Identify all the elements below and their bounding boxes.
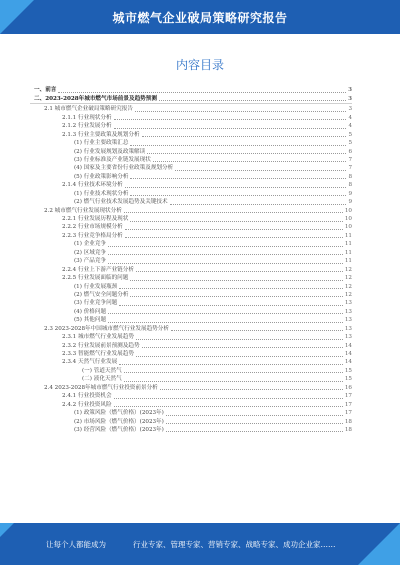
toc-entry-page: 13: [344, 300, 352, 307]
toc-leader-dots: [142, 346, 343, 348]
toc-entry-label: (3) 经营风险（燃气价格）(2023年): [74, 426, 164, 433]
toc-entry-label: 2.3.2 行业发展前景预测及趋势: [62, 342, 140, 349]
toc-entry-page: 13: [344, 317, 352, 324]
toc-entry-page: 11: [344, 249, 352, 256]
toc-entry-page: 3: [348, 95, 352, 102]
toc-entry-label: (3) 行业竞争问题: [74, 300, 118, 307]
footer-roles: 行业专家、管理专家、营销专家、战略专家、成功企业家……: [133, 540, 336, 549]
toc-entry[interactable]: [30, 130, 352, 138]
toc-entry[interactable]: [30, 94, 352, 102]
toc-entry-page: 9: [348, 199, 352, 206]
toc-entry-page: 18: [344, 426, 352, 433]
toc-leader-dots: [147, 152, 346, 154]
toc-entry-label: 2.2.1 行业发展历程及现状: [62, 216, 129, 222]
toc-entry[interactable]: [30, 86, 352, 94]
toc-entry-page: 10: [344, 224, 352, 231]
toc-entry-label: 2.2 城市燃气行业发展现状分析: [44, 207, 122, 214]
toc-entry[interactable]: [30, 350, 352, 358]
toc-entry[interactable]: [30, 409, 352, 417]
toc-entry-page: 14: [344, 351, 352, 357]
toc-entry-page: 17: [344, 393, 352, 400]
toc-entry-page: 7: [348, 165, 352, 172]
toc-entry[interactable]: [30, 113, 352, 121]
toc-entry-page: 5: [348, 131, 352, 138]
toc-entry[interactable]: [30, 392, 352, 400]
toc-entry-page: 12: [344, 275, 352, 282]
toc-entry[interactable]: [30, 122, 352, 130]
toc-entry[interactable]: [30, 375, 352, 383]
toc-leader-dots: [130, 295, 342, 297]
toc-entry[interactable]: [30, 105, 352, 113]
toc-entry-label: 2.1.4 行业技术环境分析: [62, 182, 123, 189]
toc-leader-dots: [160, 388, 343, 390]
toc-entry-page: 6: [348, 148, 352, 155]
toc-entry[interactable]: [30, 274, 352, 282]
toc-entry[interactable]: [30, 417, 352, 425]
toc-leader-dots: [170, 203, 347, 205]
toc-leader-dots: [108, 321, 343, 323]
toc-entry-page: 10: [344, 216, 352, 222]
toc-entry-label: (3) 行业标准及产业链发展现状: [74, 156, 151, 163]
report-title: 城市燃气企业破局策略研究报告: [112, 11, 288, 25]
toc-entry[interactable]: [30, 291, 352, 299]
toc-entry-page: 3: [348, 106, 352, 113]
toc-entry-label: (5) 其他问题: [74, 317, 107, 324]
toc-entry-label: (4) 价格问题: [74, 308, 107, 315]
toc-entry[interactable]: [30, 426, 352, 434]
toc-leader-dots: [136, 355, 343, 357]
toc-leader-dots: [142, 135, 347, 137]
toc-entry-label: (1) 行业技术现状分析: [74, 190, 129, 197]
toc-leader-dots: [130, 220, 343, 222]
toc-entry[interactable]: [30, 156, 352, 164]
toc-entry-label: (1) 行业发展瓶颈: [74, 283, 118, 290]
toc-leader-dots: [108, 253, 343, 255]
toc-entry-label: (2) 行业发展规划及政策解读: [74, 148, 146, 155]
toc-leader-dots: [108, 245, 343, 247]
toc-entry[interactable]: [30, 206, 352, 214]
toc-entry-label: 2.3 2023-2028年中国城市燃气行业发展趋势分析: [44, 325, 169, 332]
toc-leader-dots: [130, 144, 346, 146]
toc-leader-dots: [130, 194, 346, 196]
toc-entry-page: 12: [344, 266, 352, 273]
toc-entry[interactable]: [30, 324, 352, 332]
toc-entry[interactable]: [30, 223, 352, 231]
toc-entry-page: 3: [348, 87, 352, 94]
toc-entry-page: 8: [348, 173, 352, 180]
toc-entry[interactable]: [30, 231, 352, 239]
toc-leader-dots: [171, 329, 343, 331]
toc-entry[interactable]: [30, 139, 352, 147]
toc-leader-dots: [108, 262, 343, 264]
toc-entry[interactable]: [30, 333, 352, 341]
toc-leader-dots: [114, 127, 347, 129]
toc-entry-page: 11: [344, 232, 352, 239]
toc-leader-dots: [130, 279, 343, 281]
toc-entry-page: 11: [344, 258, 352, 265]
toc-leader-dots: [166, 422, 343, 424]
toc-entry[interactable]: [30, 215, 352, 223]
toc-leader-dots: [125, 186, 347, 188]
toc-entry[interactable]: [30, 248, 352, 256]
footer-accent-left: [0, 523, 14, 537]
toc-entry-page: 14: [344, 359, 352, 366]
toc-entry-label: (2) 燃气安全问题分析: [74, 291, 129, 298]
toc-leader-dots: [166, 414, 343, 416]
toc-leader-dots: [159, 99, 346, 101]
toc-entry-label: 2.2.3 行业竞争格局分析: [62, 232, 123, 239]
toc-leader-dots: [136, 338, 343, 340]
toc-leader-dots: [166, 430, 343, 432]
toc-entry[interactable]: [30, 383, 352, 391]
toc-entry[interactable]: [30, 147, 352, 155]
toc-entry-label: 2.1.1 行业现状分析: [62, 114, 112, 121]
toc-entry-label: 2.2.2 行业市场规模分析: [62, 224, 123, 231]
toc-entry-label: 2.1.3 行业主要政策及规划分析: [62, 131, 140, 138]
toc-entry-label: (1) 企业竞争: [74, 241, 107, 248]
toc-leader-dots: [119, 304, 343, 306]
toc-leader-dots: [125, 236, 343, 238]
toc-entry-page: 12: [344, 291, 352, 298]
toc-entry-page: 15: [344, 367, 352, 374]
toc-leader-dots: [130, 177, 346, 179]
toc-entry-page: 4: [348, 114, 352, 121]
toc-entry[interactable]: [30, 282, 352, 290]
toc-entry-label: 2.4.2 行业投资风险: [62, 401, 112, 408]
toc-entry[interactable]: [30, 257, 352, 265]
toc-leader-dots: [124, 371, 343, 373]
toc-leader-dots: [136, 270, 343, 272]
toc-entry-label: 2.1 城市燃气企业破局策略研究报告: [44, 106, 133, 113]
toc-entry[interactable]: [30, 240, 352, 248]
toc-leader-dots: [114, 405, 343, 407]
toc-leader-dots: [153, 160, 347, 162]
toc-entry[interactable]: [30, 164, 352, 172]
footer-accent-right: [358, 523, 400, 565]
toc-entry-label: (2) 市场风险（燃气价格）(2023年): [74, 418, 164, 425]
toc-entry[interactable]: [30, 341, 352, 349]
toc-entry[interactable]: [30, 366, 352, 374]
toc-entry[interactable]: [30, 307, 352, 315]
toc-entry-page: 18: [344, 418, 352, 425]
toc-entry[interactable]: [30, 189, 352, 197]
toc-leader-dots: [114, 397, 343, 399]
toc-leader-dots: [135, 110, 346, 112]
toc-entry-label: 一、前言: [34, 87, 57, 94]
toc-heading: 内容目录: [175, 58, 224, 72]
toc-entry-page: 10: [344, 207, 352, 214]
toc-leader-dots: [119, 287, 343, 289]
toc-entry-label: 2.3.1 城市燃气行业发展趋势: [62, 334, 134, 341]
toc-entry-label: 二、2023-2028年城市燃气市场前景及趋势预测: [34, 95, 157, 102]
toc-entry-label: (二) 液化天然气: [82, 376, 122, 383]
toc-entry-label: 2.2.4 行业上下游产业链分析: [62, 266, 134, 273]
table-of-contents: [30, 86, 352, 434]
toc-leader-dots: [124, 380, 343, 382]
toc-entry-page: 16: [344, 384, 352, 391]
toc-entry-label: (3) 产品竞争: [74, 258, 107, 265]
toc-entry-page: 13: [344, 334, 352, 341]
toc-entry-label: 2.2.5 行业发展面临的问题: [62, 275, 129, 282]
toc-leader-dots: [114, 118, 347, 120]
toc-entry[interactable]: [30, 358, 352, 366]
toc-entry[interactable]: [30, 265, 352, 273]
toc-entry[interactable]: [30, 181, 352, 189]
toc-entry-page: 13: [344, 308, 352, 315]
toc-entry-page: 7: [348, 156, 352, 163]
footer-banner: [0, 523, 400, 565]
toc-entry[interactable]: [30, 198, 352, 206]
toc-entry-page: 11: [344, 241, 352, 248]
toc-entry-label: 2.1.2 行业发展分析: [62, 123, 112, 130]
toc-entry[interactable]: [30, 400, 352, 408]
toc-leader-dots: [175, 169, 346, 171]
toc-entry-label: (2) 区域竞争: [74, 249, 107, 256]
toc-entry-label: 2.3.3 智能燃气行业发展趋势: [62, 351, 134, 357]
toc-entry-page: 4: [348, 123, 352, 130]
toc-entry-label: 2.3.4 天然气行业发展: [62, 359, 118, 366]
toc-entry-label: (一) 管道天然气: [82, 367, 122, 374]
toc-entry[interactable]: [30, 316, 352, 324]
toc-entry-label: (4) 国家及主要省份行业政策及规划分析: [74, 165, 174, 172]
toc-leader-dots: [108, 312, 343, 314]
toc-entry-page: 9: [348, 190, 352, 197]
toc-entry-label: (1) 政策风险（燃气价格）(2023年): [74, 410, 164, 417]
toc-entry[interactable]: [30, 299, 352, 307]
toc-entry-label: (1) 行业主要政策汇总: [74, 140, 129, 147]
header-banner: [0, 0, 400, 34]
toc-entry[interactable]: [30, 172, 352, 180]
toc-entry-page: 14: [344, 342, 352, 349]
toc-leader-dots: [58, 91, 346, 93]
toc-entry-label: 2.4 2023-2028年城市燃气行业投资前景分析: [44, 384, 158, 391]
toc-entry-page: 17: [344, 401, 352, 408]
footer-slogan: 让每个人都能成为: [46, 540, 106, 549]
toc-leader-dots: [125, 228, 343, 230]
toc-entry-page: 15: [344, 376, 352, 383]
toc-entry-page: 13: [344, 325, 352, 332]
toc-entry-label: 2.4.1 行业投资机会: [62, 393, 112, 400]
toc-leader-dots: [119, 363, 343, 365]
toc-entry-page: 17: [344, 410, 352, 417]
toc-leader-dots: [124, 211, 343, 213]
toc-entry-label: (2) 燃气行业技术发展趋势及关键技术: [74, 199, 168, 206]
toc-entry-page: 8: [348, 182, 352, 189]
toc-entry-label: (5) 行业政策影响分析: [74, 173, 129, 180]
toc-entry-page: 12: [344, 283, 352, 290]
toc-entry-page: 5: [348, 140, 352, 147]
